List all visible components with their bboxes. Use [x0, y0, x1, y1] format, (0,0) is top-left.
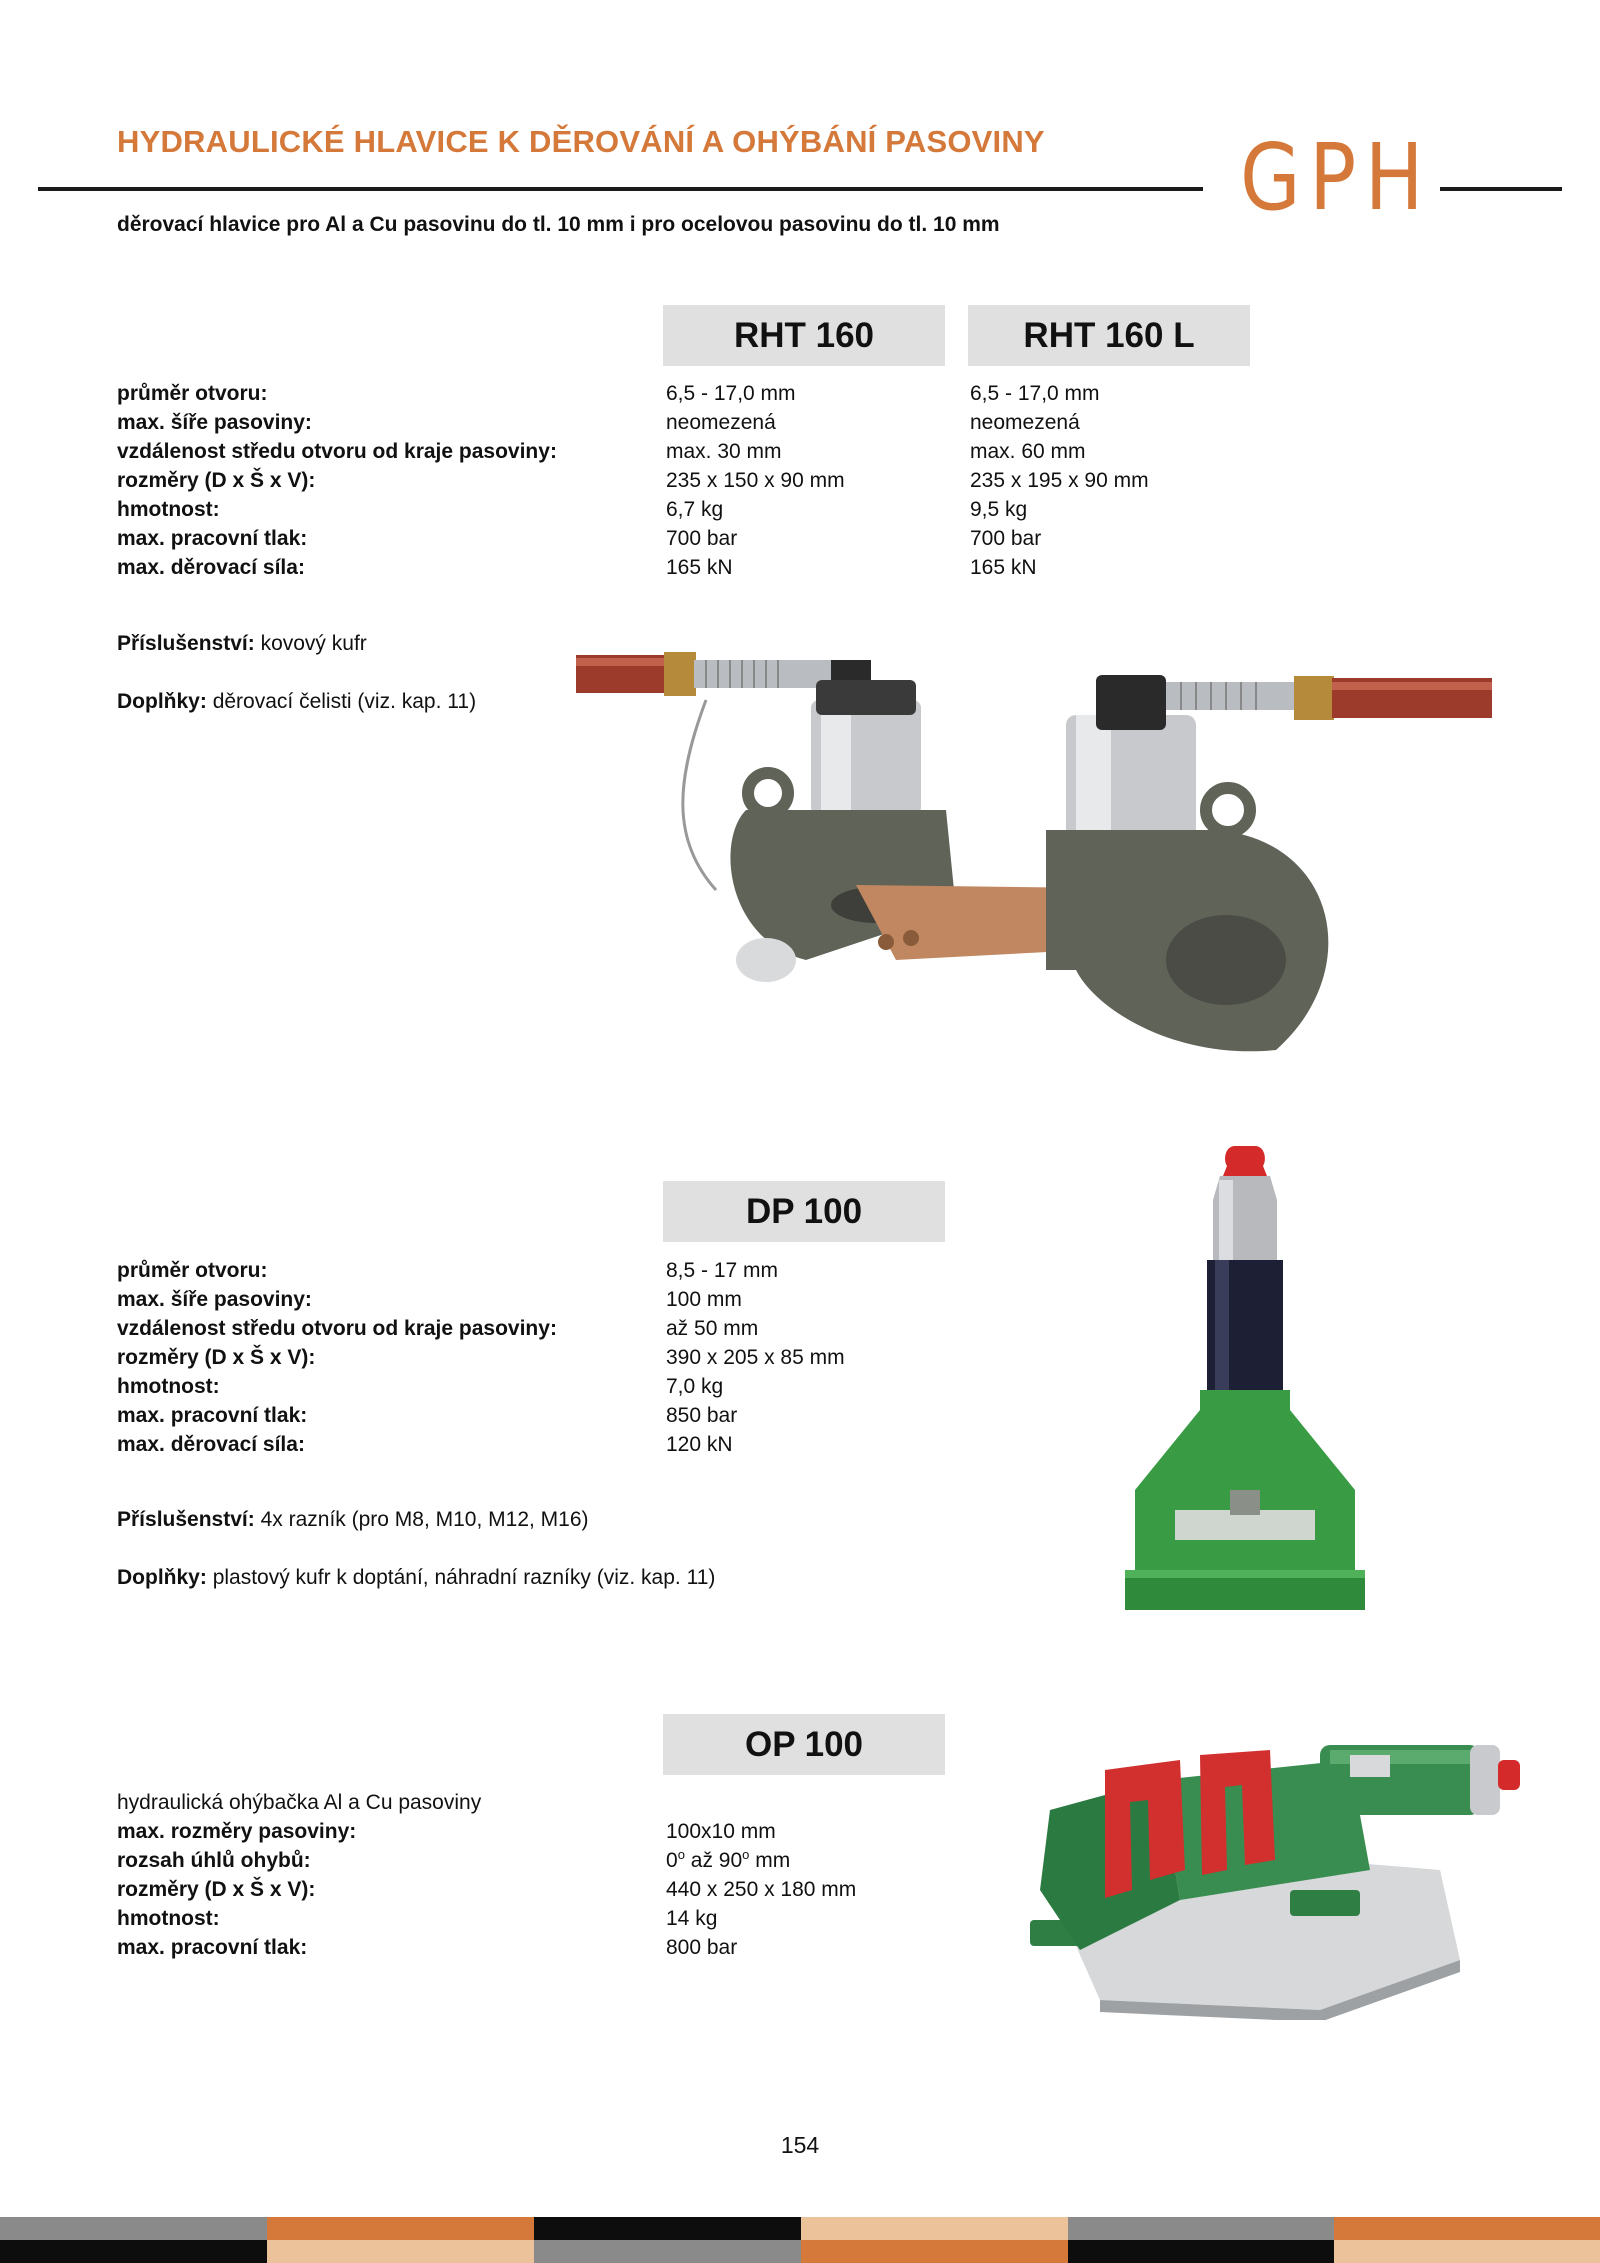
spec-value: max. 30 mm: [666, 440, 782, 463]
spec-value: 14 kg: [666, 1907, 718, 1930]
rht160-product-image: [576, 640, 1492, 1070]
spec-label: rozměry (D x Š x V):: [117, 469, 316, 492]
footer-band: [534, 2217, 801, 2240]
spec-label: rozměry (D x Š x V):: [117, 1878, 316, 1901]
accessories-text: 4x razník (pro M8, M10, M12, M16): [260, 1508, 589, 1531]
spec-value: 390 x 205 x 85 mm: [666, 1346, 845, 1369]
extras-rht: [117, 690, 476, 714]
spec-label: max. šíře pasoviny:: [117, 411, 312, 434]
accessories-dp100: [117, 1508, 589, 1532]
op100-description: hydraulická ohýbačka Al a Cu pasoviny: [117, 1791, 482, 1814]
spec-label: rozměry (D x Š x V):: [117, 1346, 316, 1369]
footer-band: [801, 2240, 1068, 2263]
spec-values-rht160l: [970, 379, 1149, 582]
spec-value: 800 bar: [666, 1936, 738, 1959]
spec-labels-dp100: [117, 1256, 557, 1459]
footer-band: [267, 2217, 534, 2240]
spec-value: 120 kN: [666, 1433, 733, 1456]
page-subtitle: děrovací hlavice pro Al a Cu pasovinu do tl. 10 mm i pro ocelovou pasovinu do tl. 10 mm: [117, 213, 1000, 236]
accessories-rht: [117, 632, 367, 656]
extras-text: plastový kufr k doptání, náhradní razníky (viz. kap. 11): [212, 1566, 716, 1589]
spec-label: hmotnost:: [117, 498, 220, 521]
spec-value: 700 bar: [666, 527, 738, 550]
spec-value: 6,5 - 17,0 mm: [666, 382, 796, 405]
spec-label: max. pracovní tlak:: [117, 527, 308, 550]
spec-value: 6,7 kg: [666, 498, 724, 521]
spec-label: rozsah úhlů ohybů:: [117, 1849, 311, 1872]
spec-label: max. děrovací síla:: [117, 1433, 305, 1456]
spec-values-rht160: [666, 379, 845, 582]
spec-label: max. děrovací síla:: [117, 556, 305, 579]
extras-dp100: [117, 1566, 715, 1590]
spec-values-op100: [666, 1817, 856, 1962]
spec-label: max. šíře pasoviny:: [117, 1288, 312, 1311]
spec-value: 235 x 150 x 90 mm: [666, 469, 845, 492]
spec-value: max. 60 mm: [970, 440, 1086, 463]
accessories-text: kovový kufr: [260, 632, 367, 655]
spec-label: hmotnost:: [117, 1375, 220, 1398]
spec-value: 700 bar: [970, 527, 1042, 550]
spec-value: 440 x 250 x 180 mm: [666, 1878, 857, 1901]
accessories-label: Příslušenství:: [117, 1508, 255, 1531]
accessories-label: Příslušenství:: [117, 632, 255, 655]
spec-label: průměr otvoru:: [117, 382, 268, 405]
model-header-rht160: RHT 160: [663, 305, 945, 366]
spec-values-dp100: [666, 1256, 845, 1459]
brand-logo: GPH: [1240, 124, 1433, 231]
footer-band: [0, 2240, 267, 2263]
footer-band: [1068, 2240, 1334, 2263]
spec-value: 850 bar: [666, 1404, 738, 1427]
header-rule-left: [38, 187, 1203, 191]
spec-labels-op100: [117, 1817, 356, 1962]
spec-value: až 50 mm: [666, 1317, 759, 1340]
spec-label: hmotnost:: [117, 1907, 220, 1930]
footer-band: [801, 2217, 1068, 2240]
spec-label: max. rozměry pasoviny:: [117, 1820, 357, 1843]
spec-value: 9,5 kg: [970, 498, 1028, 521]
footer-band: [0, 2217, 267, 2240]
spec-value: 235 x 195 x 90 mm: [970, 469, 1149, 492]
dp100-product-image: [1115, 1140, 1375, 1630]
footer-band: [267, 2240, 534, 2263]
model-header-dp100: DP 100: [663, 1181, 945, 1242]
spec-label: vzdálenost středu otvoru od kraje pasoviny:: [117, 1317, 557, 1340]
spec-value: 165 kN: [666, 556, 733, 579]
spec-value: 8,5 - 17 mm: [666, 1259, 779, 1282]
model-header-op100: OP 100: [663, 1714, 945, 1775]
spec-value: 100x10 mm: [666, 1820, 776, 1843]
spec-value: neomezená: [970, 411, 1080, 434]
spec-labels-rht: [117, 379, 557, 582]
extras-text: děrovací čelisti (viz. kap. 11): [212, 690, 477, 713]
spec-label: vzdálenost středu otvoru od kraje pasoviny:: [117, 440, 557, 463]
op100-product-image: [1020, 1720, 1530, 2020]
page-number: 154: [780, 2132, 820, 2158]
spec-label: max. pracovní tlak:: [117, 1936, 308, 1959]
spec-label: průměr otvoru:: [117, 1259, 268, 1282]
spec-value-angle: 0$^o$ až 90$^o$ mm: [666, 1847, 791, 1872]
extras-label: Doplňky:: [117, 1566, 207, 1589]
spec-value: 165 kN: [970, 556, 1037, 579]
header-rule-right: [1440, 187, 1562, 191]
model-header-rht160l: RHT 160 L: [968, 305, 1250, 366]
footer-band: [1068, 2217, 1334, 2240]
page-title: HYDRAULICKÉ HLAVICE K DĚROVÁNÍ A OHÝBÁNÍ PASOVINY: [117, 124, 1045, 159]
footer-band: [1334, 2240, 1600, 2263]
spec-label: max. pracovní tlak:: [117, 1404, 308, 1427]
spec-value: 6,5 - 17,0 mm: [970, 382, 1100, 405]
spec-value: 7,0 kg: [666, 1375, 724, 1398]
footer-band: [1334, 2217, 1600, 2240]
extras-label: Doplňky:: [117, 690, 207, 713]
spec-value: neomezená: [666, 411, 776, 434]
footer-band: [534, 2240, 801, 2263]
spec-value: 100 mm: [666, 1288, 742, 1311]
